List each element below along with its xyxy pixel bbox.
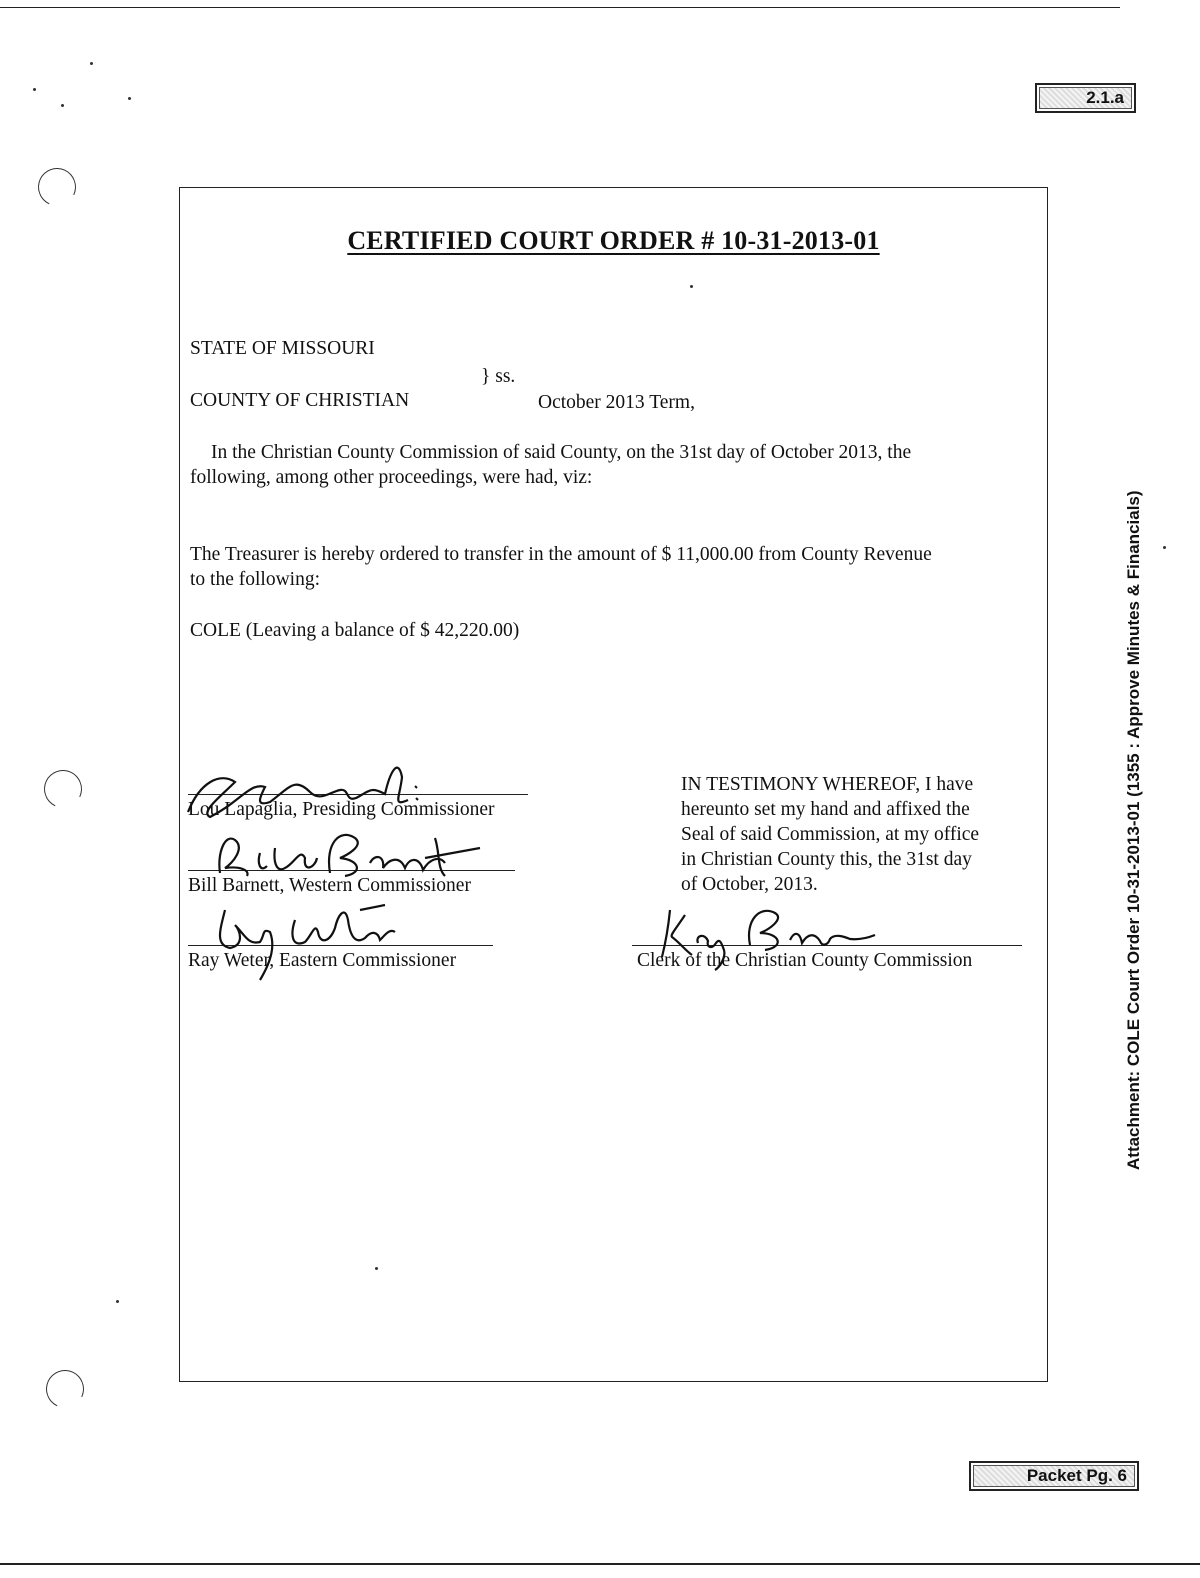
testimony-line-2: hereunto set my hand and affixed the — [681, 799, 970, 820]
ss-brace: } ss. — [481, 366, 516, 387]
intro-paragraph-line-1: In the Christian County Commission of said County, on the 31st day of October 2013, the — [211, 442, 912, 463]
stamp-item-number — [1035, 83, 1136, 113]
testimony-line-1: IN TESTIMONY WHEREOF, I have — [681, 774, 974, 795]
speck — [61, 104, 64, 107]
signatory-eastern: Ray Weter, Eastern Commissioner — [188, 950, 457, 971]
stamp-packet-page-text: Packet Pg. 6 — [1026, 1466, 1127, 1485]
signatory-presiding: Lou Lapaglia, Presiding Commissioner — [188, 799, 495, 820]
state-line: STATE OF MISSOURI — [190, 338, 375, 359]
balance-line: COLE (Leaving a balance of $ 42,220.00) — [190, 620, 520, 641]
intro-paragraph-line-2: following, among other proceedings, were had, viz: — [190, 467, 593, 488]
punch-hole-middle — [39, 765, 88, 814]
stamp-item-number-text: 2.1.a — [1086, 88, 1124, 107]
scan-bottom-edge — [0, 1563, 1200, 1565]
side-attachment-caption: Attachment: COLE Court Order 10-31-2013-01 (1355 : Approve Minutes & Financials) — [1124, 490, 1143, 1170]
speck — [128, 97, 131, 100]
speck — [33, 88, 36, 91]
signatory-clerk: Clerk of the Christian County Commission — [637, 950, 973, 971]
testimony-line-3: Seal of said Commission, at my office — [681, 824, 980, 845]
county-line: COUNTY OF CHRISTIAN — [190, 390, 410, 411]
speck — [1163, 546, 1166, 549]
punch-hole-bottom — [41, 1365, 90, 1414]
scan-top-edge — [0, 7, 1120, 8]
order-paragraph-line-2: to the following: — [190, 569, 320, 590]
punch-hole-top — [33, 163, 82, 212]
speck — [90, 62, 93, 65]
testimony-line-5: of October, 2013. — [681, 874, 818, 895]
document-title: CERTIFIED COURT ORDER # 10-31-2013-01 — [347, 226, 880, 255]
speck — [116, 1300, 119, 1303]
stamp-packet-page — [969, 1461, 1139, 1491]
testimony-line-4: in Christian County this, the 31st day — [681, 849, 972, 870]
order-paragraph-line-1: The Treasurer is hereby ordered to transfer in the amount of $ 11,000.00 from County Revenue — [190, 544, 932, 565]
signatory-western: Bill Barnett, Western Commissioner — [188, 875, 471, 896]
term-line: October 2013 Term, — [538, 392, 695, 413]
